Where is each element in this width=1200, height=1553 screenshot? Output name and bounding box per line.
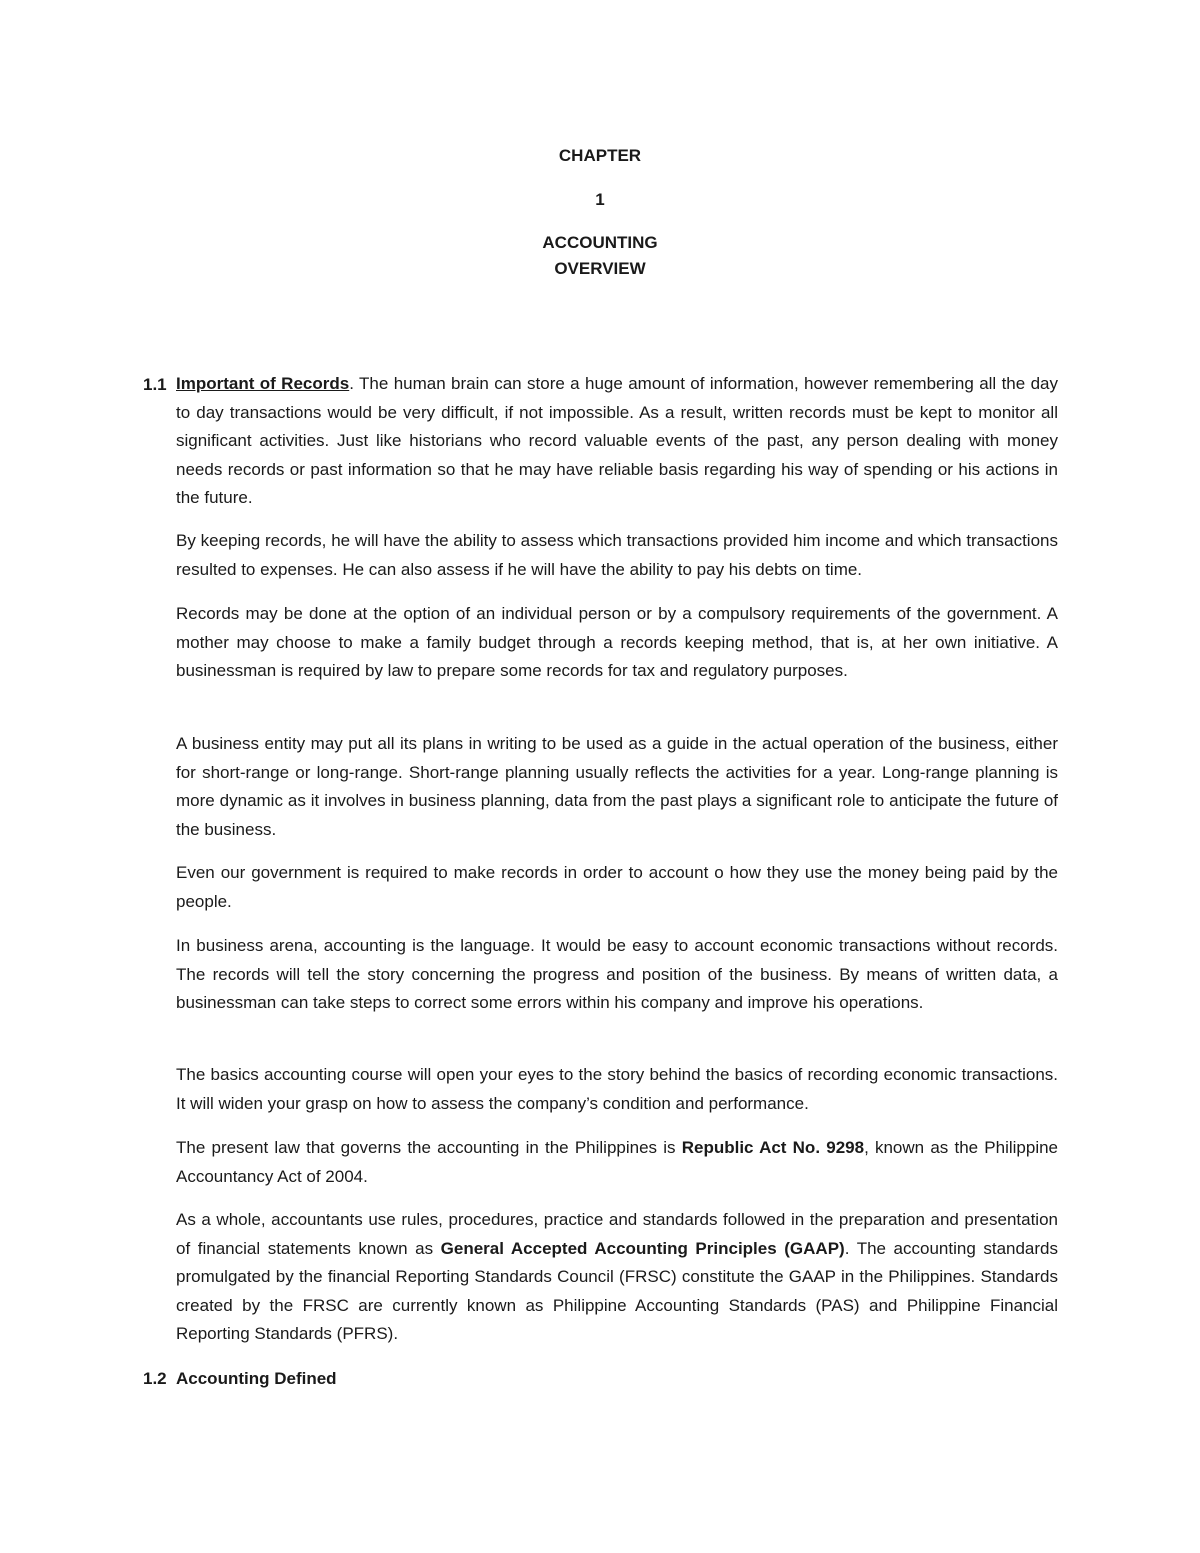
- paragraph-2: By keeping records, he will have the ability to assess which transactions provided him income and which transactions resulted to expenses. He can also assess if he will have the ability to pay his debts on time.: [176, 531, 1058, 579]
- paragraph-intro: [176, 370, 1058, 513]
- paragraph-3: Records may be done at the option of an individual person or by a compulsory requirements of the government. A mother may choose to make a family budget through a records keeping method, that is, at her own initiative. A businessman is required by law to prepare some records for tax and regulatory purposes.: [176, 604, 1058, 680]
- chapter-number: 1: [595, 190, 605, 209]
- paragraph-5: Even our government is required to make records in order to account o how they use the money being paid by the people.: [176, 863, 1058, 911]
- paragraph-7: The basics accounting course will open your eyes to the story behind the basics of recording economic transactions. It will widen your grasp on how to assess the company’s condition and performance.: [176, 1065, 1058, 1113]
- paragraph-8-text-start: The present law that governs the accounting in the Philippines is: [176, 1138, 682, 1157]
- section-title-1-1: Important of Records: [176, 374, 350, 393]
- chapter-title-line1: ACCOUNTING: [542, 233, 658, 252]
- paragraph-6: In business arena, accounting is the language. It would be easy to account economic transactions without records. The records will tell the story concerning the progress and position of the business. By means of written data, a businessman can take steps to correct some errors within his company and improve his operations.: [176, 936, 1058, 1012]
- paragraph-intro-text: The human brain can store a huge amount of information, however remembering all the day to day transactions would be very difficult, if not impossible. As a result, written records must be kept to monitor all significant activities. Just like historians who record valuable events of the past, any person dealing with money needs records or past information so that he may have reliable basis regarding his way of spending or his actions in the future.: [176, 374, 1058, 507]
- paragraph-9-text-end: . The accounting standards promulgated by the financial Reporting Standards Council (FRSC) constitute the GAAP in the Philippines. Standards created by the FRSC are currently known as Philippine Accounting Standards (PAS) and Philippine Financial Reporting Standards (PFRS).: [176, 1238, 1059, 1343]
- paragraph-8-text-end: , known as the Philippine Accountancy Act of 2004.: [176, 1138, 1059, 1186]
- chapter-label: CHAPTER: [558, 146, 642, 165]
- section-number-1-1: 1.1: [143, 375, 167, 394]
- gaap-term: General Accepted Accounting Principles (GAAP): [440, 1238, 845, 1258]
- paragraph-4: A business entity may put all its plans in writing to be used as a guide in the actual operation of the business, either for short-range or long-range. Short-range planning usually reflects the activities for a year. Long-range planning is more dynamic as it involves in business planning, data from the past plays a significant role to anticipate the future of the business.: [176, 734, 1058, 839]
- paragraph-9-text-start: As a whole, accountants use rules, procedures, practice and standards followed in the preparation and presentation of financial statements known as: [176, 1210, 1058, 1258]
- section-number-1-2: 1.2: [143, 1369, 167, 1388]
- section-title-punct: .: [349, 374, 354, 393]
- paragraph-9: [176, 1206, 1058, 1349]
- chapter-title-line2: OVERVIEW: [554, 259, 646, 278]
- paragraph-8: [176, 1134, 1058, 1191]
- republic-act-reference: Republic Act No. 9298: [681, 1138, 865, 1157]
- section-title-1-2: Accounting Defined: [176, 1369, 337, 1388]
